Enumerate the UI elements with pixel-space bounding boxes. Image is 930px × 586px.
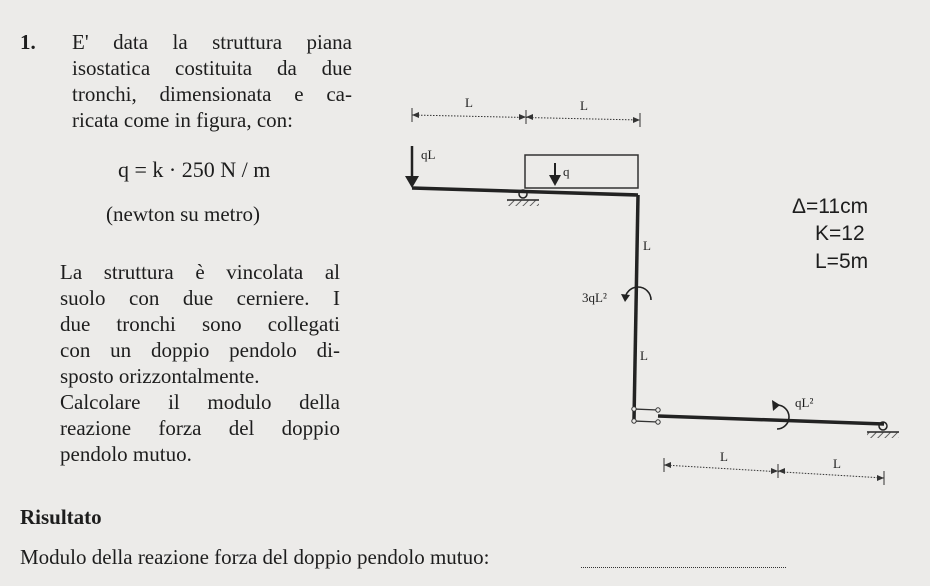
word: pendolo <box>229 338 297 362</box>
word: isostatica <box>72 56 151 80</box>
top-dimension <box>412 108 640 127</box>
word: struttura <box>212 30 283 54</box>
word: pendolo mutuo. <box>60 442 192 466</box>
word: due <box>182 286 214 310</box>
top-dim-right-label: L <box>580 98 588 113</box>
word: sposto orizzontalmente. <box>60 364 260 388</box>
answer-blank[interactable] <box>581 567 786 568</box>
vertical-member <box>634 195 638 420</box>
word: e <box>294 82 304 106</box>
word: è <box>195 260 205 284</box>
word: la <box>172 30 188 54</box>
unit-note: (newton su metro) <box>106 202 260 226</box>
lower-beam <box>658 416 884 424</box>
point-load-arrow <box>405 146 419 188</box>
moment-low-label: qL² <box>795 395 814 410</box>
word: ricata come in figura, con: <box>72 108 293 132</box>
word: modulo <box>207 390 272 414</box>
word: due <box>321 56 352 80</box>
word: Calcolare <box>60 390 141 414</box>
word: di- <box>316 338 340 362</box>
distributed-load <box>525 155 638 188</box>
word: il <box>168 390 180 414</box>
upper-beam <box>412 188 638 195</box>
distributed-load-label: q <box>563 164 570 179</box>
param-l: L=5m <box>815 250 869 273</box>
word: piana <box>306 30 352 54</box>
point-load-label: qL <box>421 147 436 162</box>
word: La <box>60 260 83 284</box>
word: I <box>332 286 340 310</box>
word: forza <box>158 416 202 440</box>
word: doppio <box>150 338 210 362</box>
word: tronchi, <box>72 82 137 106</box>
word: cerniere. <box>236 286 310 310</box>
vert-lower-label: L <box>640 348 648 363</box>
word: costituita <box>175 56 253 80</box>
word: vincolata <box>226 260 304 284</box>
word: data <box>113 30 149 54</box>
word: della <box>299 390 340 414</box>
word: con <box>60 338 91 362</box>
word: del <box>228 416 255 440</box>
moment-mid-label: 3qL² <box>582 290 607 305</box>
result-heading: Risultato <box>20 505 102 529</box>
bottom-dimension <box>664 458 884 485</box>
vert-upper-label: L <box>643 238 651 253</box>
top-dim-left-label: L <box>465 95 473 110</box>
word: reazione <box>60 416 132 440</box>
word: sono <box>201 312 242 336</box>
word: dimensionata <box>159 82 272 106</box>
bot-dim-right-label: L <box>833 456 841 471</box>
problem-number: 1. <box>20 30 36 54</box>
word: ca- <box>326 82 352 106</box>
param-delta: Δ=11cm <box>792 195 869 218</box>
word: struttura <box>103 260 174 284</box>
word: collegati <box>267 312 340 336</box>
word: due <box>60 312 91 336</box>
word: suolo <box>60 286 106 310</box>
load-formula: q = k · 250 N / m <box>118 157 271 182</box>
bot-dim-left-label: L <box>720 449 728 464</box>
word: da <box>276 56 297 80</box>
word: un <box>110 338 132 362</box>
word: doppio <box>281 416 340 440</box>
result-question: Modulo della reazione forza del doppio pendolo mutuo: <box>20 545 490 569</box>
word: con <box>129 286 160 310</box>
moment-low-symbol <box>772 400 789 429</box>
double-pendulum <box>632 407 660 424</box>
word: tronchi <box>116 312 176 336</box>
word: E' <box>72 30 89 54</box>
word: al <box>324 260 340 284</box>
param-k: K=12 <box>815 222 865 245</box>
